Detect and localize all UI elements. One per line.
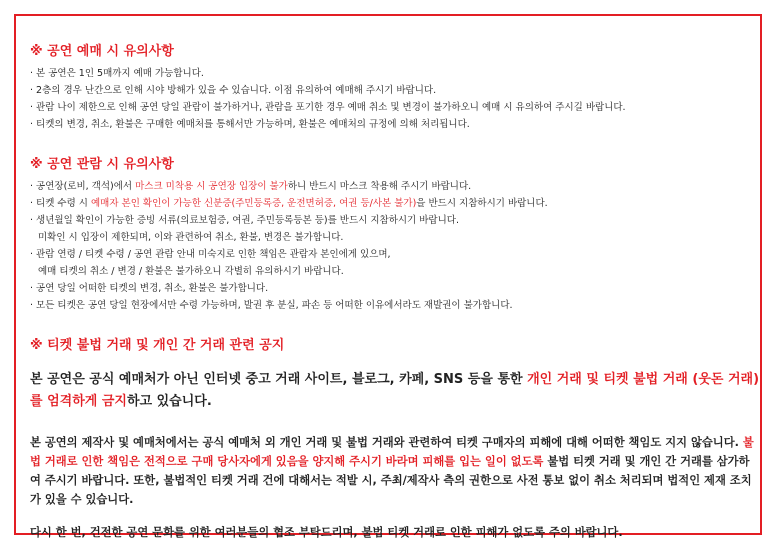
- booking-item-2: · 2층의 경우 난간으로 인해 시야 방해가 있을 수 있습니다. 이점 유의하여 예매해 주시기 바랍니다.: [30, 85, 437, 96]
- viewing-item-2: · 티켓 수령 시 예매자 본인 확인이 가능한 신분증(주민등록증, 운전면허증, 여권 등/사본 불가)을 반드시 지참하시기 바랍니다.: [30, 198, 548, 209]
- booking-item-3: · 관람 나이 제한으로 인해 공연 당일 관람이 불가하거나, 관람을 포기한 경우 예매 취소 및 변경이 불가하오니 예매 시 유의하여 주시길 바랍니다.: [30, 102, 626, 113]
- highlight-text: 마스크 미착용 시 공연장 입장이 불가: [135, 181, 288, 192]
- section-title-viewing: ※ 공연 관람 시 유의사항: [30, 157, 174, 172]
- highlight-text: 불법 거래로 인한 책임은 전적으로 구매 당사자에게 있음을 양지해 주시기 바라며 피해를 입는 일이 없도록: [30, 436, 754, 468]
- viewing-item-6: · 모든 티켓은 공연 당일 현장에서만 수령 가능하며, 발권 후 분실, 파손 등 어떠한 이유에서라도 재발권이 불가합니다.: [30, 300, 513, 311]
- notice-content: [30, 40, 760, 542]
- viewing-item-4: · 관람 연령 / 티켓 수령 / 공연 관람 안내 미숙지로 인한 책임은 관람자 본인에게 있으며, 예매 티켓의 취소 / 변경 / 환불은 불가하오니 각별히 유의하시기 바랍니다.: [30, 249, 391, 277]
- viewing-item-3: · 생년월일 확인이 가능한 증빙 서류(의료보험증, 여권, 주민등록등본 등)를 반드시 지참하시기 바랍니다. 미확인 시 입장이 제한되며, 이와 관련하여 취소, 환불, 변경은 불가합니다.: [30, 215, 459, 243]
- section-title-booking: ※ 공연 예매 시 유의사항: [30, 44, 174, 59]
- highlight-text: 개인 거래 및 티켓 불법 거래 (웃돈 거래)를 엄격하게 금지: [30, 372, 760, 409]
- liability-paragraph: 본 공연의 제작사 및 예매처에서는 공식 예매처 외 개인 거래 및 불법 거래와 관련하여 티켓 구매자의 피해에 대해 어떠한 책임도 지지 않습니다. 불법 거래로 인한 책임은 전적으로 구매 당사자에게 있음을 양지해 주시기 바라며 피해를 입는 일이 없도록 불법 티켓 거래 및 개인 간 거래를 삼가하여 주시기 바랍니다. 또한, 불법적인 티켓 거래 건에 대해서는 적발 시, 주최/제작사 측의 권한으로 사전 통보 없이 취소 처리되며 법적인 제재 조치가 있을 수 있습니다.: [30, 436, 754, 506]
- booking-item-4: · 티켓의 변경, 취소, 환불은 구매한 예매처를 통해서만 가능하며, 환불은 예매처의 규정에 의해 처리됩니다.: [30, 119, 470, 130]
- viewing-item-5: · 공연 당일 어떠한 티켓의 변경, 취소, 환불은 불가합니다.: [30, 283, 269, 294]
- closing-paragraph: 다시 한 번, 건전한 공연 문화를 위한 여러분들의 협조 부탁드리며, 불법 티켓 거래로 인한 피해가 없도록 주의 바랍니다.: [30, 526, 623, 539]
- booking-item-1: · 본 공연은 1인 5매까지 예매 가능합니다.: [30, 68, 204, 79]
- illegal-trade-notice: 본 공연은 공식 예매처가 아닌 인터넷 중고 거래 사이트, 블로그, 카페, SNS 등을 통한 개인 거래 및 티켓 불법 거래 (웃돈 거래)를 엄격하게 금지하고 있습니다.: [30, 372, 760, 409]
- highlight-text: 예매자 본인 확인이 가능한 신분증(주민등록증, 운전면허증, 여권 등/사본 불가): [90, 198, 417, 209]
- section-title-illegal-trade: ※ 티켓 불법 거래 및 개인 간 거래 관련 공지: [30, 338, 285, 353]
- viewing-item-1: · 공연장(로비, 객석)에서 마스크 미착용 시 공연장 입장이 불가하니 반드시 마스크 착용해 주시기 바랍니다.: [30, 181, 472, 192]
